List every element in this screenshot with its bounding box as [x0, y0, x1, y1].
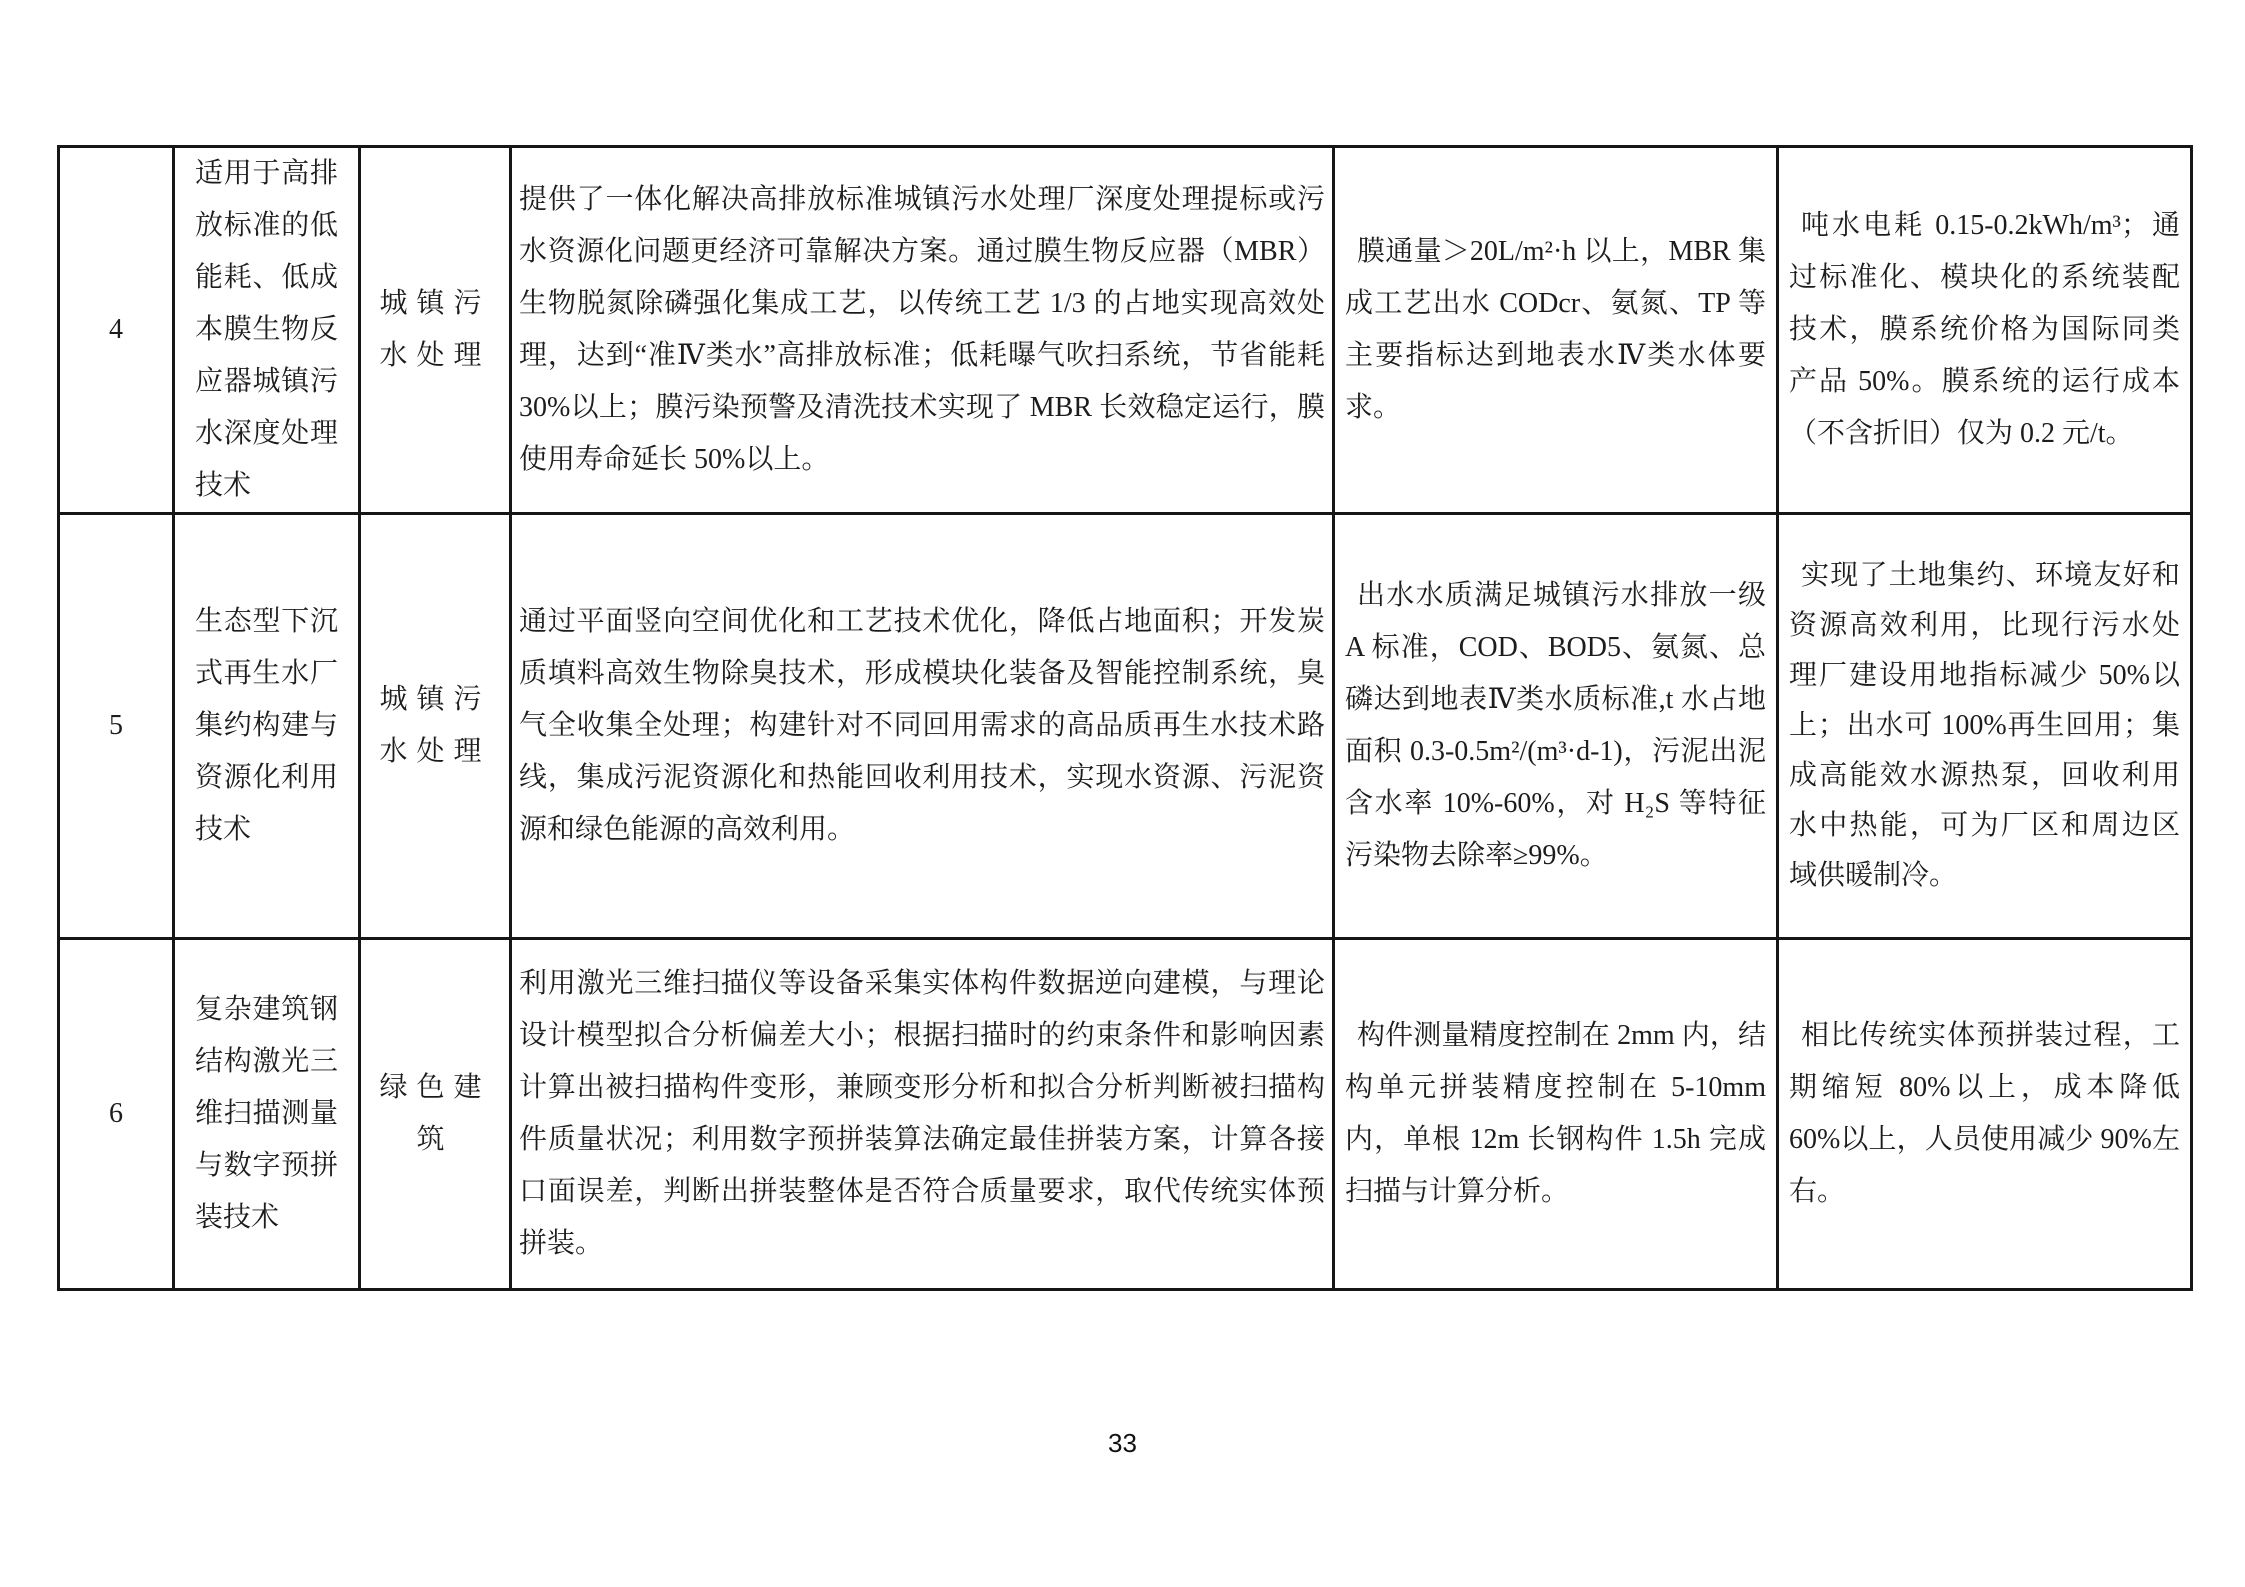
category-cell: 城镇污水处理 [360, 147, 511, 514]
page-number: 33 [1108, 1428, 1137, 1458]
table-row [59, 939, 2192, 1290]
row-number-cell: 5 [59, 514, 174, 939]
benefits-cell: 相比传统实体预拼装过程，工期缩短 80%以上，成本降低 60%以上，人员使用减少 90%左右。 [1778, 939, 2192, 1290]
indicators-cell: 膜通量＞20L/m²·h 以上，MBR 集成工艺出水 CODcr、氨氮、TP 等主要指标达到地表水Ⅳ类水体要求。 [1334, 147, 1778, 514]
benefits-cell: 实现了土地集约、环境友好和资源高效利用，比现行污水处理厂建设用地指标减少 50%以上；出水可 100%再生回用；集成高能效水源热泵，回收利用水中热能，可为厂区和周边区域供暖制冷。 [1778, 514, 2192, 939]
indicators-cell: 出水水质满足城镇污水排放一级 A 标准，COD、BOD5、氨氮、总磷达到地表Ⅳ类水质标准,t 水占地面积 0.3-0.5m²/(m³·d-1)，污泥出泥含水率 10%-60%，对 H₂S 等特征污染物去除率≥99%。 [1334, 514, 1778, 939]
description-cell: 利用激光三维扫描仪等设备采集实体构件数据逆向建模，与理论设计模型拟合分析偏差大小；根据扫描时的约束条件和影响因素计算出被扫描构件变形，兼顾变形分析和拟合分析判断被扫描构件质量状况；利用数字预拼装算法确定最佳拼装方案，计算各接口面误差，判断出拼装整体是否符合质量要求，取代传统实体预拼装。 [511, 939, 1334, 1290]
description-cell: 提供了一体化解决高排放标准城镇污水处理厂深度处理提标或污水资源化问题更经济可靠解决方案。通过膜生物反应器（MBR）生物脱氮除磷强化集成工艺，以传统工艺 1/3 的占地实现高效处理，达到“准Ⅳ类水”高排放标准；低耗曝气吹扫系统，节省能耗 30%以上；膜污染预警及清洗技术实现了 MBR 长效稳定运行，膜使用寿命延长 50%以上。 [511, 147, 1334, 514]
technology-table [57, 145, 2193, 1291]
category-cell: 城镇污水处理 [360, 514, 511, 939]
description-cell: 通过平面竖向空间优化和工艺技术优化，降低占地面积；开发炭质填料高效生物除臭技术，形成模块化装备及智能控制系统，臭气全收集全处理；构建针对不同回用需求的高品质再生水技术路线，集成污泥资源化和热能回收利用技术，实现水资源、污泥资源和绿色能源的高效利用。 [511, 514, 1334, 939]
technology-name-cell: 适用于高排放标准的低能耗、低成本膜生物反应器城镇污水深度处理技术 [174, 147, 360, 514]
indicators-cell: 构件测量精度控制在 2mm 内，结构单元拼装精度控制在 5-10mm 内，单根 12m 长钢构件 1.5h 完成扫描与计算分析。 [1334, 939, 1778, 1290]
row-number-cell: 6 [59, 939, 174, 1290]
technology-name-cell: 生态型下沉式再生水厂集约构建与资源化利用技术 [174, 514, 360, 939]
table-row [59, 514, 2192, 939]
row-number-cell: 4 [59, 147, 174, 514]
table-row [59, 147, 2192, 514]
category-cell: 绿色建筑 [360, 939, 511, 1290]
benefits-cell: 吨水电耗 0.15-0.2kWh/m³；通过标准化、模块化的系统装配技术，膜系统价格为国际同类产品 50%。膜系统的运行成本（不含折旧）仅为 0.2 元/t。 [1778, 147, 2192, 514]
technology-name-cell: 复杂建筑钢结构激光三维扫描测量与数字预拼装技术 [174, 939, 360, 1290]
